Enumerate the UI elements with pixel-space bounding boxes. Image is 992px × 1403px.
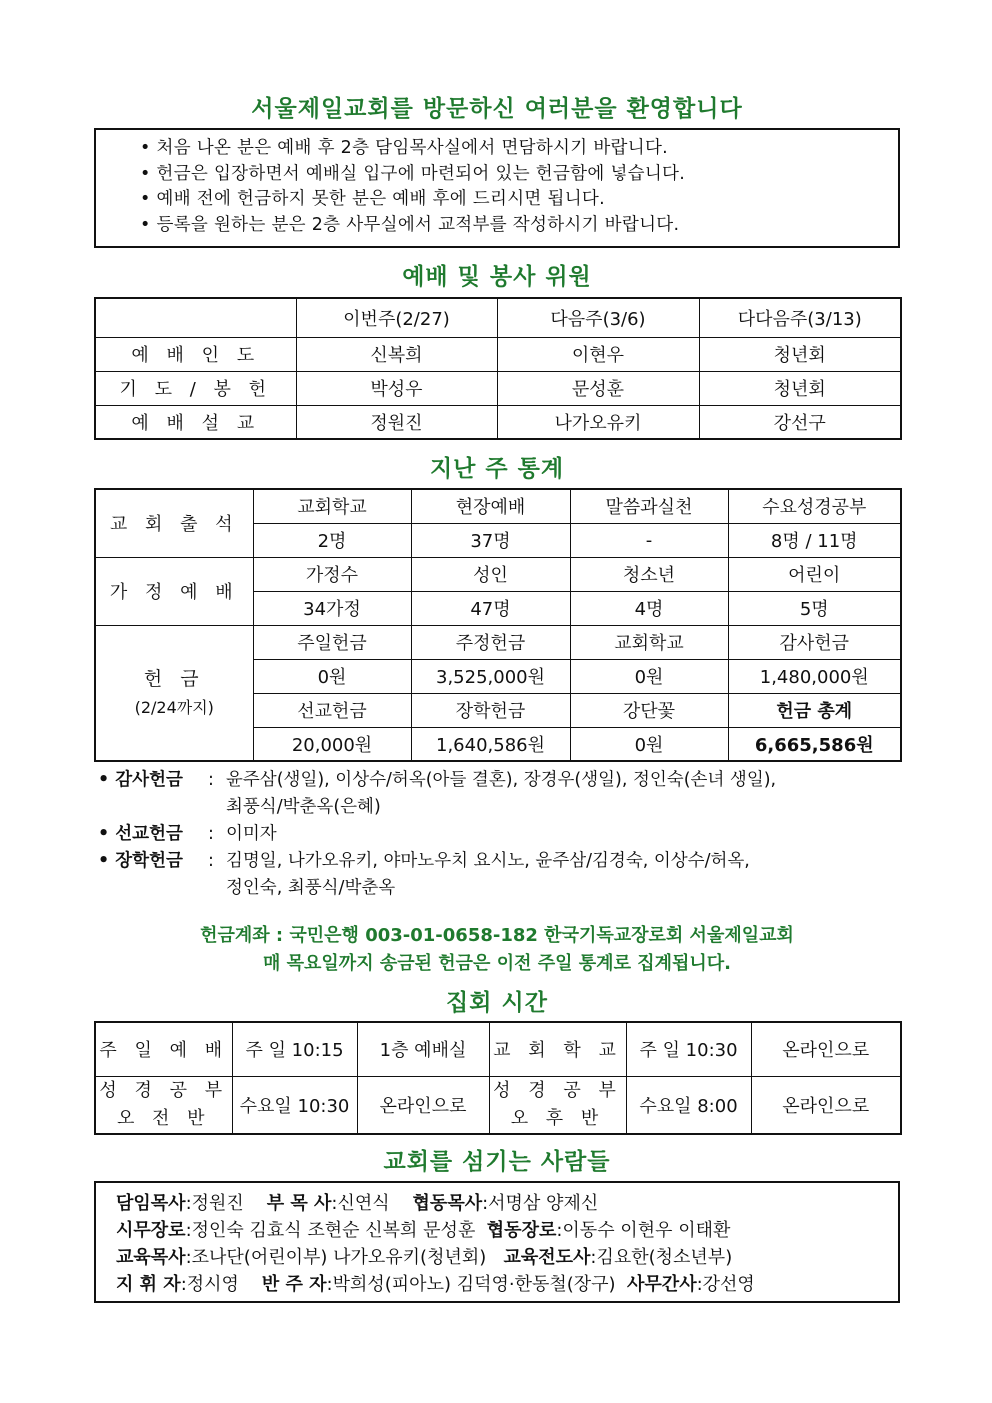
offering-sublabel: (2/24까지) — [134, 697, 214, 717]
welcome-box — [94, 128, 900, 248]
meeting-time: 주 일 10:30 — [626, 1022, 751, 1076]
staff-line — [116, 1190, 898, 1217]
meeting-place: 온라인으로 — [751, 1076, 901, 1134]
staff-role: 교육전도사 — [503, 1247, 591, 1268]
stats-header: 현장예배 — [411, 489, 570, 523]
meeting-time: 수요일 10:30 — [232, 1076, 357, 1134]
staff-role: 부 목 사 — [266, 1193, 332, 1214]
note-line: 정인숙, 최풍식/박춘옥 — [226, 878, 396, 898]
stats-value: 37명 — [411, 523, 570, 557]
offering-account — [94, 922, 900, 978]
stats-header: 청소년 — [570, 557, 728, 591]
stats-header: 성인 — [411, 557, 570, 591]
stats-header: 강단꽃 — [570, 693, 728, 727]
offering-label-cell — [95, 625, 253, 761]
staff-names: :정원진 — [185, 1193, 261, 1214]
worship-cell: 나가오유키 — [497, 405, 699, 439]
worship-cell: 신복희 — [296, 337, 497, 371]
note-label: • 감사헌금 — [98, 770, 183, 790]
staff-role: 시무장로 — [116, 1220, 186, 1241]
staff-names: :강선영 — [696, 1274, 755, 1295]
meeting-time: 주 일 10:15 — [232, 1022, 357, 1076]
welcome-line: • 헌금은 입장하면서 예배실 입구에 마련되어 있는 헌금함에 넣습니다. — [140, 163, 686, 184]
stats-value: 2명 — [253, 523, 411, 557]
stats-header: 선교헌금 — [253, 693, 411, 727]
account-note: 매 목요일까지 송금된 헌금은 이전 주일 통계로 집계됩니다. — [262, 953, 731, 974]
offering-label: 헌 금 — [143, 667, 205, 690]
staff-names: :이동수 이현우 이태환 — [556, 1220, 731, 1241]
staff-names: :박희성(피아노) 김덕영·한동철(장구) — [326, 1274, 622, 1295]
worship-cell: 이현우 — [497, 337, 699, 371]
stats-value: 0원 — [570, 659, 728, 693]
worship-cell: 청년회 — [699, 371, 901, 405]
meeting-name: 성 경 공 부 오 전 반 — [95, 1076, 232, 1134]
staff-role: 사무간사 — [627, 1274, 697, 1295]
note-mission: • 선교헌금 : 이미자 — [98, 821, 898, 848]
staff-names: :정시영 — [180, 1274, 257, 1295]
staff-names: :서명삼 양제신 — [482, 1193, 599, 1214]
staff-role: 교육목사 — [116, 1247, 186, 1268]
stats-value: 3,525,000원 — [411, 659, 570, 693]
worship-cell: 청년회 — [699, 337, 901, 371]
staff-role: 협동목사 — [412, 1193, 483, 1214]
stats-header: 주일헌금 — [253, 625, 411, 659]
meeting-name: 성 경 공 부 오 후 반 — [489, 1076, 626, 1134]
worship-title: 예배 및 봉사 위원 — [402, 264, 592, 290]
staff-names: :신연식 — [331, 1193, 407, 1214]
stats-header: 장학헌금 — [411, 693, 570, 727]
staff-line — [116, 1244, 898, 1271]
stats-title: 지난 주 통계 — [429, 456, 565, 482]
meeting-place: 온라인으로 — [751, 1022, 901, 1076]
meetings-table — [94, 1021, 902, 1135]
stats-value: - — [570, 523, 728, 557]
staff-role: 담임목사 — [116, 1193, 186, 1214]
stats-header: 감사헌금 — [728, 625, 901, 659]
worship-header-blank — [95, 298, 296, 337]
worship-cell: 정원진 — [296, 405, 497, 439]
staff-line — [116, 1217, 898, 1244]
note-label: • 장학헌금 — [98, 851, 183, 871]
note-line: 윤주삼(생일), 이상수/허옥(아들 결혼), 장경우(생일), 정인숙(손녀 생일), — [226, 770, 777, 790]
stats-header: 수요성경공부 — [728, 489, 901, 523]
account-line: 헌금계좌 : 국민은행 003-01-0658-182 한국기독교장로회 서울제일교회 — [200, 925, 794, 946]
stats-value: 1,480,000원 — [728, 659, 901, 693]
worship-cell: 문성훈 — [497, 371, 699, 405]
meetings-title: 집회 시간 — [446, 990, 548, 1016]
stats-value: 8명 / 11명 — [728, 523, 901, 557]
meeting-time: 수요일 8:00 — [626, 1076, 751, 1134]
offering-total-value: 6,665,586원 — [728, 727, 901, 761]
note-scholarship: • 장학헌금 : 김명일, 나가오유키, 야마노우치 요시노, 윤주삼/김경숙, 이상수/허옥, 정인숙, 최풍식/박춘옥 — [98, 848, 898, 902]
worship-header: 다음주(3/6) — [497, 298, 699, 337]
stats-value: 47명 — [411, 591, 570, 625]
staff-box — [94, 1181, 900, 1303]
family-label: 가 정 예 배 — [95, 557, 253, 625]
worship-cell: 박성우 — [296, 371, 497, 405]
stats-table — [94, 488, 902, 762]
stats-header: 가정수 — [253, 557, 411, 591]
staff-role: 반 주 자 — [261, 1274, 327, 1295]
stats-value: 1,640,586원 — [411, 727, 570, 761]
stats-value: 34가정 — [253, 591, 411, 625]
stats-header: 주정헌금 — [411, 625, 570, 659]
stats-header: 말씀과실천 — [570, 489, 728, 523]
welcome-line: • 예배 전에 헌금하지 못한 분은 예배 후에 드리시면 됩니다. — [140, 189, 605, 209]
stats-value: 5명 — [728, 591, 901, 625]
stats-value: 4명 — [570, 591, 728, 625]
stats-header: 교회학교 — [570, 625, 728, 659]
note-line: 김명일, 나가오유키, 야마노우치 요시노, 윤주삼/김경숙, 이상수/허옥, — [226, 851, 750, 871]
offering-total-header: 헌금 총계 — [728, 693, 901, 727]
worship-table — [94, 297, 902, 440]
stats-value: 0원 — [253, 659, 411, 693]
welcome-line: • 등록을 원하는 분은 2층 사무실에서 교적부를 작성하시기 바랍니다. — [140, 214, 680, 235]
worship-role: 예 배 인 도 — [95, 337, 296, 371]
stats-value: 0원 — [570, 727, 728, 761]
worship-role: 기 도 / 봉 헌 — [95, 371, 296, 405]
note-line: 최풍식/박춘옥(은혜) — [226, 797, 381, 817]
stats-header: 어린이 — [728, 557, 901, 591]
meeting-place: 온라인으로 — [357, 1076, 489, 1134]
worship-cell: 강선구 — [699, 405, 901, 439]
staff-role: 협동장로 — [486, 1220, 557, 1241]
worship-header: 다다음주(3/13) — [699, 298, 901, 337]
stats-header: 교회학교 — [253, 489, 411, 523]
offering-notes — [98, 767, 898, 902]
welcome-title: 서울제일교회를 방문하신 여러분을 환영합니다 — [251, 96, 743, 122]
meeting-place: 1층 예배실 — [357, 1022, 489, 1076]
staff-names: :정인숙 김효식 조현순 신복희 문성훈 — [185, 1220, 482, 1241]
note-label: • 선교헌금 — [98, 824, 183, 844]
staff-role: 지 휘 자 — [116, 1274, 181, 1295]
attendance-label: 교 회 출 석 — [95, 489, 253, 557]
welcome-line: • 처음 나온 분은 예배 후 2층 담임목사실에서 면담하시기 바랍니다. — [140, 138, 669, 158]
staff-line — [116, 1271, 898, 1298]
meeting-name: 주 일 예 배 — [95, 1022, 232, 1076]
stats-value: 20,000원 — [253, 727, 411, 761]
note-thanks: • 감사헌금 : 윤주삼(생일), 이상수/허옥(아들 결혼), 장경우(생일), 정인숙(손녀 생일), 최풍식/박춘옥(은혜) — [98, 767, 898, 821]
note-line: 이미자 — [226, 824, 277, 844]
staff-names: :조나단(어린이부) 나가오유키(청년회) — [185, 1247, 498, 1268]
meeting-name: 교 회 학 교 — [489, 1022, 626, 1076]
staff-title: 교회를 섬기는 사람들 — [383, 1149, 611, 1175]
staff-names: :김요한(청소년부) — [590, 1247, 733, 1268]
worship-role: 예 배 설 교 — [95, 405, 296, 439]
worship-header: 이번주(2/27) — [296, 298, 497, 337]
